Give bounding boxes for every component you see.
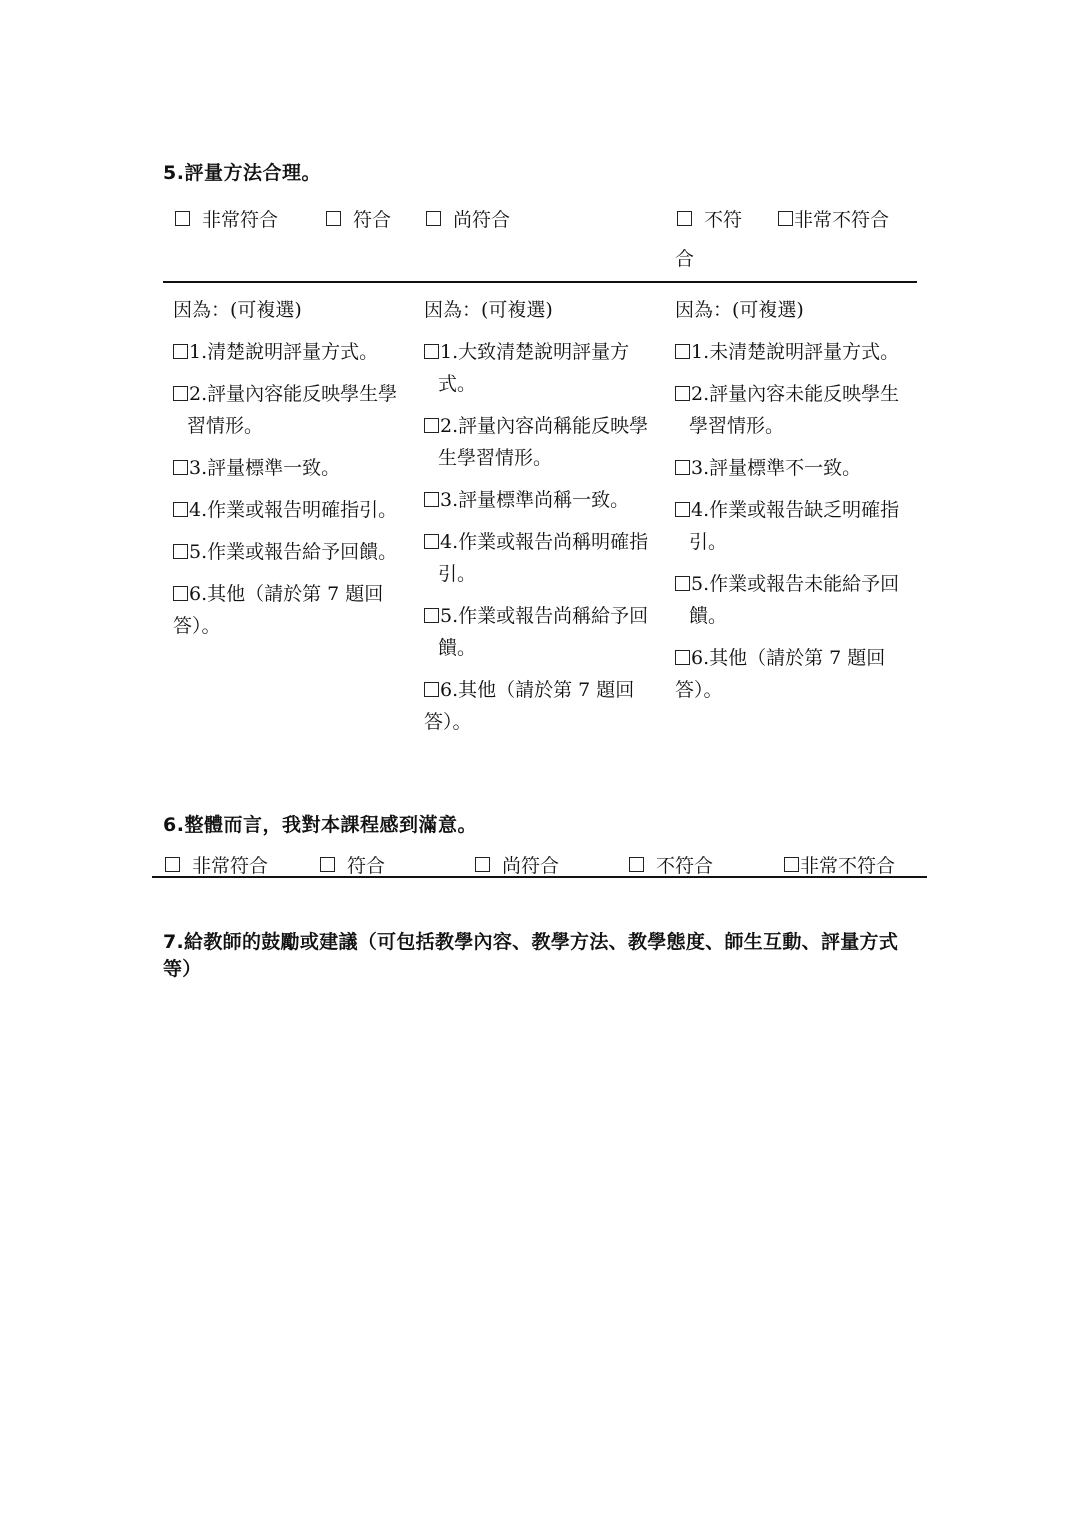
option-label: 非常不符合 — [794, 209, 890, 231]
option-label: 非常符合 — [192, 855, 269, 877]
checkbox[interactable] — [326, 211, 341, 226]
reason-item[interactable]: 5.作業或報告未能給予回饋。 — [675, 568, 915, 632]
q6-option-very-agree[interactable] — [165, 851, 268, 878]
checkbox[interactable] — [677, 211, 692, 226]
option-label: 非常符合 — [202, 209, 279, 231]
option-label: 非常不符合 — [800, 855, 896, 877]
checkbox[interactable] — [629, 857, 644, 872]
reason-item[interactable]: 6.其他（請於第 7 題回答）。 — [675, 647, 886, 701]
checkbox[interactable] — [675, 650, 690, 665]
checkbox[interactable] — [173, 502, 188, 517]
checkbox[interactable] — [675, 386, 690, 401]
reason-item[interactable]: 4.作業或報告明確指引。 — [173, 494, 413, 526]
checkbox[interactable] — [424, 534, 439, 549]
reason-item[interactable]: 1.大致清楚說明評量方式。 — [424, 336, 664, 400]
reason-item[interactable]: 3.評量標準一致。 — [173, 452, 413, 484]
reason-item[interactable]: 3.評量標準不一致。 — [675, 452, 915, 484]
q6-title: 6.整體而言，我對本課程感到滿意。 — [163, 814, 477, 836]
reason-item[interactable]: 3.評量標準尚稱一致。 — [424, 484, 664, 516]
reason-item[interactable]: 6.其他（請於第 7 題回答）。 — [424, 679, 635, 733]
q5-option-disagree[interactable] — [677, 205, 742, 232]
q5-title: 5.評量方法合理。 — [163, 162, 321, 184]
q7-title: 7.給教師的鼓勵或建議（可包括教學內容、教學方法、教學態度、師生互動、評量方式等） — [163, 931, 899, 980]
checkbox[interactable] — [784, 857, 799, 872]
reasons-heading: 因為：(可複選) — [173, 299, 302, 321]
reason-item[interactable]: 1.清楚說明評量方式。 — [173, 336, 413, 368]
checkbox[interactable] — [173, 544, 188, 559]
checkbox[interactable] — [426, 211, 441, 226]
q5-reasons-agree — [173, 295, 413, 652]
q6-option-very-disagree[interactable] — [784, 851, 895, 878]
q5-option-very-agree[interactable] — [175, 205, 278, 232]
checkbox[interactable] — [175, 211, 190, 226]
q6-divider — [152, 876, 927, 878]
reason-item[interactable]: 2.評量內容尚稱能反映學生學習情形。 — [424, 410, 664, 474]
checkbox[interactable] — [173, 344, 188, 359]
checkbox[interactable] — [778, 211, 793, 226]
checkbox[interactable] — [675, 502, 690, 517]
q5-divider — [163, 281, 917, 283]
checkbox[interactable] — [424, 344, 439, 359]
reason-item[interactable]: 4.作業或報告尚稱明確指引。 — [424, 526, 664, 590]
option-label: 不符 — [704, 209, 743, 231]
checkbox[interactable] — [675, 460, 690, 475]
q5-option-agree[interactable] — [326, 205, 391, 232]
option-label: 尚符合 — [453, 209, 511, 231]
reason-item[interactable]: 5.作業或報告尚稱給予回饋。 — [424, 600, 664, 664]
checkbox[interactable] — [173, 386, 188, 401]
option-label: 符合 — [347, 855, 386, 877]
q6-option-disagree[interactable] — [629, 851, 713, 878]
checkbox[interactable] — [675, 576, 690, 591]
reason-item[interactable]: 2.評量內容能反映學生學習情形。 — [173, 378, 413, 442]
reason-item[interactable]: 2.評量內容未能反映學生學習情形。 — [675, 378, 915, 442]
q6-option-somewhat-agree[interactable] — [475, 851, 559, 878]
reasons-heading: 因為：(可複選) — [675, 299, 804, 321]
reason-item[interactable]: 4.作業或報告缺乏明確指引。 — [675, 494, 915, 558]
q5-reasons-disagree — [675, 295, 915, 716]
reason-item[interactable]: 6.其他（請於第 7 題回答）。 — [173, 583, 384, 637]
checkbox[interactable] — [675, 344, 690, 359]
checkbox[interactable] — [424, 418, 439, 433]
checkbox[interactable] — [475, 857, 490, 872]
checkbox[interactable] — [424, 682, 439, 697]
q5-option-very-disagree[interactable] — [778, 205, 889, 232]
q5-option-somewhat-agree[interactable] — [426, 205, 510, 232]
option-label: 尚符合 — [502, 855, 560, 877]
q5-option-disagree-wrap: 合 — [675, 248, 695, 270]
reason-item[interactable]: 5.作業或報告給予回饋。 — [173, 536, 413, 568]
checkbox[interactable] — [320, 857, 335, 872]
reasons-heading: 因為：(可複選) — [424, 299, 553, 321]
checkbox[interactable] — [165, 857, 180, 872]
q5-reasons-somewhat — [424, 295, 664, 748]
option-label: 符合 — [353, 209, 392, 231]
option-label: 不符合 — [656, 855, 714, 877]
checkbox[interactable] — [424, 608, 439, 623]
checkbox[interactable] — [173, 460, 188, 475]
checkbox[interactable] — [173, 586, 188, 601]
q6-option-agree[interactable] — [320, 851, 385, 878]
checkbox[interactable] — [424, 492, 439, 507]
reason-item[interactable]: 1.未清楚說明評量方式。 — [675, 336, 915, 368]
